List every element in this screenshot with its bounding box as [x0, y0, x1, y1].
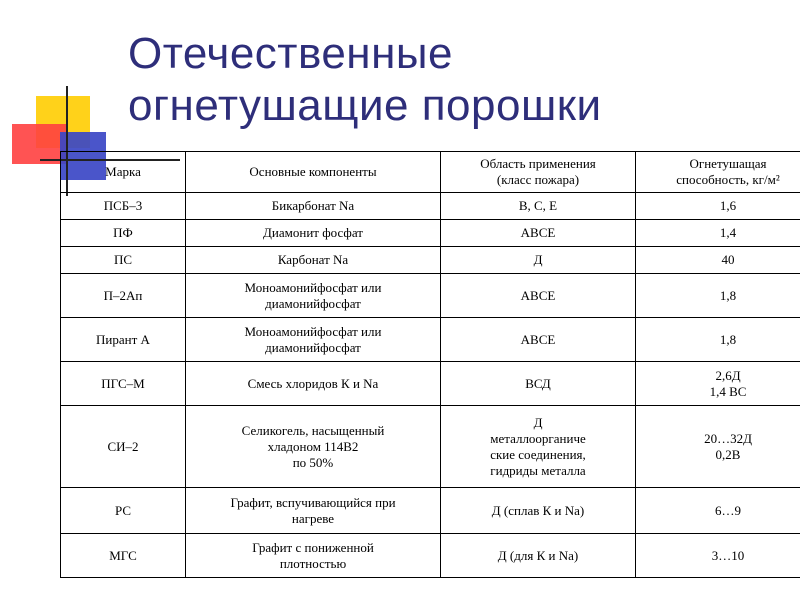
- cell-components: Карбонат Na: [186, 247, 441, 274]
- cell-components: Моноамонийфосфат или диамонийфосфат: [186, 318, 441, 362]
- cell-capacity: 3…10: [636, 534, 800, 578]
- cell-mark: СИ–2: [61, 406, 186, 488]
- cell-mark: ПСБ–3: [61, 193, 186, 220]
- header-components: Основные компоненты: [186, 152, 441, 193]
- cell-mark: ПФ: [61, 220, 186, 247]
- table-row: [61, 274, 800, 318]
- table-row: [61, 534, 800, 578]
- cell-components: Бикарбонат Na: [186, 193, 441, 220]
- table-row: [61, 406, 800, 488]
- cell-components: Селикогель, насыщенный хладоном 114В2 по 50%: [186, 406, 441, 488]
- cell-capacity: 2,6Д 1,4 ВС: [636, 362, 800, 406]
- cell-mark: П–2Ап: [61, 274, 186, 318]
- cell-application: Д (для К и Na): [441, 534, 636, 578]
- cell-components: Диамонит фосфат: [186, 220, 441, 247]
- cell-components: Графит с пониженной плотностью: [186, 534, 441, 578]
- cell-application: ВСД: [441, 362, 636, 406]
- cell-mark: ПГС–М: [61, 362, 186, 406]
- cell-application: Д (сплав К и Na): [441, 488, 636, 534]
- cell-application: В, С, Е: [441, 193, 636, 220]
- cell-capacity: 1,4: [636, 220, 800, 247]
- cell-application: АВСЕ: [441, 274, 636, 318]
- slide-title: [128, 28, 788, 132]
- cell-mark: Пирант А: [61, 318, 186, 362]
- cell-capacity: 40: [636, 247, 800, 274]
- header-capacity: Огнетушащая способность, кг/м²: [636, 152, 800, 193]
- cell-application: Д: [441, 247, 636, 274]
- table-row: [61, 488, 800, 534]
- cell-components: Смесь хлоридов К и Na: [186, 362, 441, 406]
- cell-capacity: 1,8: [636, 274, 800, 318]
- header-mark: Марка: [61, 152, 186, 193]
- cell-mark: РС: [61, 488, 186, 534]
- cell-capacity: 20…32Д 0,2В: [636, 406, 800, 488]
- cell-application: Д металлоорганиче ские соединения, гидриды металла: [441, 406, 636, 488]
- slide-title-line-2: огнетушащие порошки: [128, 81, 602, 130]
- cell-capacity: 1,6: [636, 193, 800, 220]
- cell-capacity: 6…9: [636, 488, 800, 534]
- powders-table: [60, 151, 800, 578]
- table-row: [61, 318, 800, 362]
- table-header-row: [61, 152, 800, 193]
- cell-components: Моноамонийфосфат или диамонийфосфат: [186, 274, 441, 318]
- header-application: Область применения (класс пожара): [441, 152, 636, 193]
- cell-application: АВСЕ: [441, 318, 636, 362]
- cell-application: АВСЕ: [441, 220, 636, 247]
- table-row: [61, 193, 800, 220]
- cell-mark: ПС: [61, 247, 186, 274]
- cell-components: Графит, вспучивающийся при нагреве: [186, 488, 441, 534]
- table-row: [61, 220, 800, 247]
- table-row: [61, 247, 800, 274]
- cell-mark: МГС: [61, 534, 186, 578]
- slide-title-line-1: Отечественные: [128, 29, 453, 78]
- cell-capacity: 1,8: [636, 318, 800, 362]
- table-row: [61, 362, 800, 406]
